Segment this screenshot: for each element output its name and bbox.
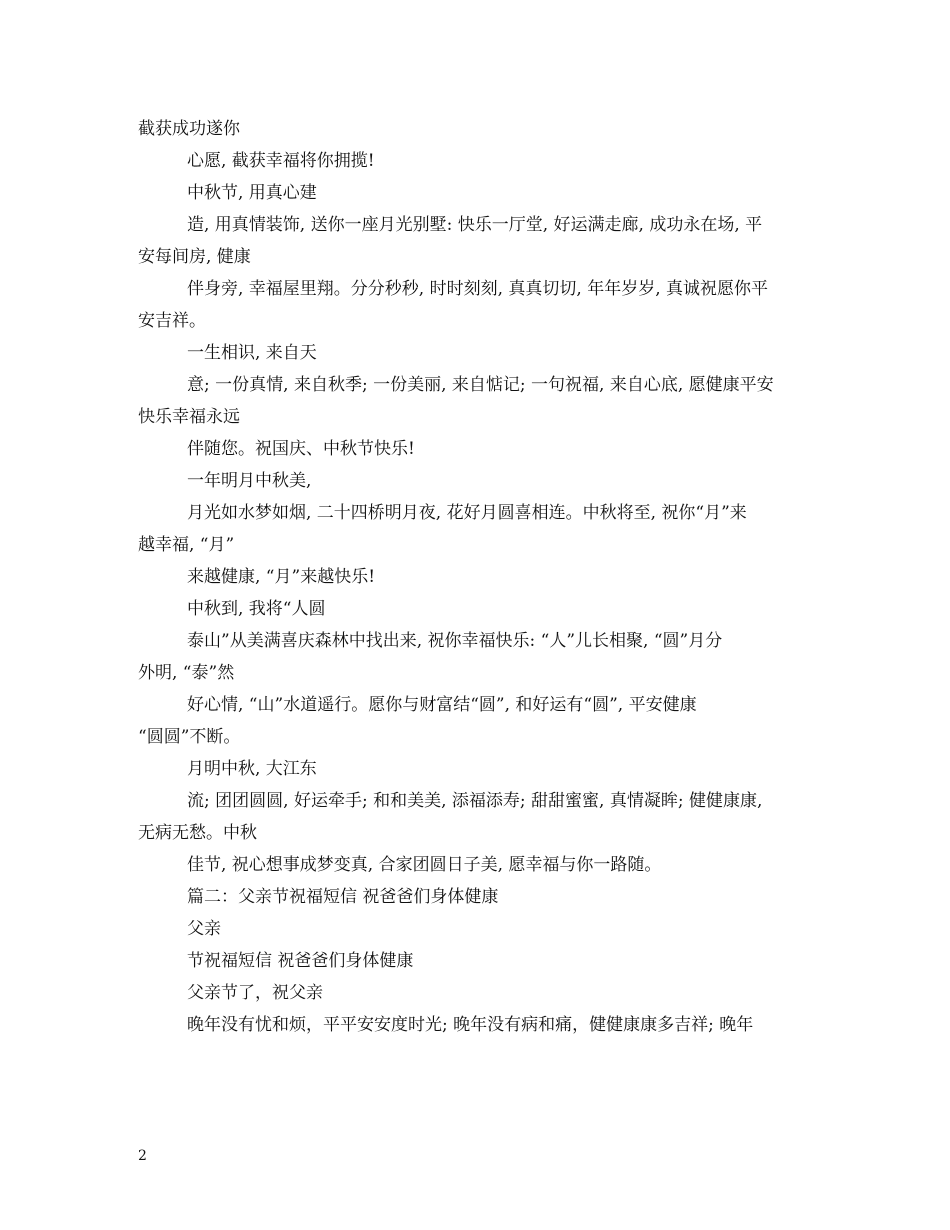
- text-line: 泰山”从美满喜庆森林中找出来, 祝你幸福快乐: “人”儿长相聚, “圆”月分: [187, 631, 723, 651]
- text-line: 伴随您。祝国庆、中秋节快乐!: [187, 439, 415, 459]
- document-body: [138, 113, 813, 1041]
- text-line: 月明中秋, 大江东: [187, 759, 317, 779]
- text-line: 篇二：父亲节祝福短信 祝爸爸们身体健康: [187, 887, 499, 907]
- text-line: 一生相识, 来自天: [187, 343, 317, 363]
- text-line: 来越健康, “月”来越快乐!: [187, 567, 376, 587]
- text-line: 月光如水梦如烟, 二十四桥明月夜, 花好月圆喜相连。中秋将至, 祝你“月”来: [187, 503, 747, 523]
- text-line: 心愿, 截获幸福将你拥揽!: [187, 151, 375, 171]
- text-line: 造, 用真情装饰, 送你一座月光别墅: 快乐一厅堂, 好运满走廊, 成功永在场, 平: [187, 215, 763, 235]
- text-line: 晚年没有忧和烦，平平安安度时光; 晚年没有病和痛，健健康康多吉祥; 晚年: [187, 1015, 754, 1035]
- page-number: 2: [138, 1148, 147, 1164]
- text-line: 中秋到, 我将“人圆: [187, 599, 326, 619]
- text-line: 外明, “泰”然: [138, 663, 235, 683]
- text-line: 佳节, 祝心想事成梦变真, 合家团圆日子美, 愿幸福与你一路随。: [187, 855, 662, 875]
- text-line: “圆圆”不断。: [138, 727, 241, 747]
- text-line: 父亲: [187, 919, 221, 939]
- text-line: 伴身旁, 幸福屋里翔。分分秒秒, 时时刻刻, 真真切切, 年年岁岁, 真诚祝愿你平: [187, 279, 769, 299]
- text-line: 父亲节了，祝父亲: [187, 983, 323, 1003]
- text-line: 安每间房, 健康: [138, 247, 251, 267]
- text-line: 中秋节, 用真心建: [187, 183, 317, 203]
- text-line: 节祝福短信 祝爸爸们身体健康: [187, 951, 414, 971]
- text-line: 越幸福, “月”: [138, 535, 235, 555]
- text-line: 无病无愁。中秋: [138, 823, 257, 843]
- text-line: 好心情, “山”水道遥行。愿你与财富结“圆”, 和好运有“圆”, 平安健康: [187, 695, 697, 715]
- text-line: 流; 团团圆圆, 好运牵手; 和和美美, 添福添寿; 甜甜蜜蜜, 真情凝眸; 健健康康,: [187, 791, 763, 811]
- text-line: 截获成功遂你: [138, 119, 240, 139]
- text-line: 意; 一份真情, 来自秋季; 一份美丽, 来自惦记; 一句祝福, 来自心底, 愿健康平安: [187, 375, 774, 395]
- text-line: 快乐幸福永远: [138, 407, 240, 427]
- text-line: 安吉祥。: [138, 311, 206, 331]
- text-line: 一年明月中秋美,: [187, 471, 312, 491]
